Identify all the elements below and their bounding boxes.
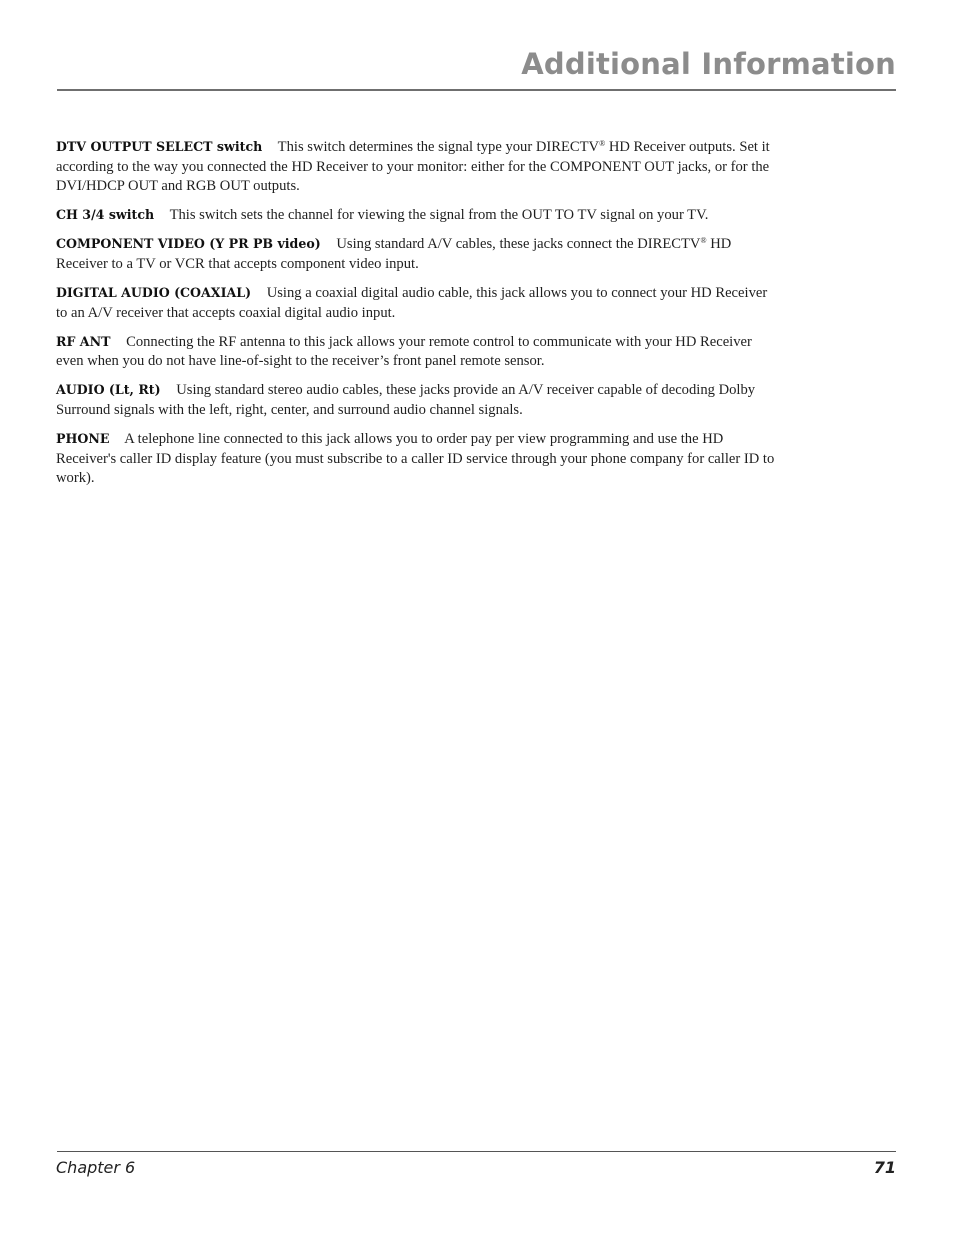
entry-text: This switch determines the signal type your DIRECTV [277, 139, 600, 155]
chapter-label: Chapter 6 [56, 1158, 136, 1177]
entry-component-video [56, 234, 782, 274]
entry-text: This switch sets the channel for viewing the signal from the OUT TO TV signal on your TV. [169, 207, 709, 224]
registered-mark: ® [700, 236, 707, 246]
registered-mark: ® [599, 139, 606, 148]
entry-phone [56, 429, 782, 489]
entry-text: Using a coaxial digital audio cable, this jack allows you to connect your HD Receiver to an A/V receiver that accepts coaxial digital audio input. [56, 285, 768, 321]
header-divider [57, 89, 896, 91]
entry-term: DIGITAL AUDIO (COAXIAL) [56, 285, 252, 301]
entry-term: AUDIO (Lt, Rt) [56, 382, 161, 398]
entry-text: Using standard A/V cables, these jacks connect the DIRECTV [336, 236, 701, 253]
page-number: 71 [873, 1158, 896, 1177]
entry-text: Connecting the RF antenna to this jack allows your remote control to communicate with your HD Receiver even when you do not have line-of-sight to the receiver’s front panel remote sensor. [56, 333, 752, 370]
entry-text: A telephone line connected to this jack allows you to order pay per view programming and use the HD Receiver's caller ID display feature (you must subscribe to a caller ID service through your phone company for caller ID to work). [56, 431, 775, 487]
entry-ch-3-4-switch [56, 205, 782, 226]
entry-digital-audio-coaxial [56, 283, 782, 323]
entry-audio-lt-rt [56, 380, 782, 420]
jack-descriptions [56, 137, 782, 497]
entry-term: PHONE [56, 431, 110, 447]
entry-term: RF ANT [56, 333, 111, 349]
entry-rf-ant [56, 332, 782, 372]
entry-dtv-output-select [56, 137, 782, 197]
entry-text: HD Receiver outputs. Set it according to the way you connected the HD Receiver to your monitor: either for the COMPONENT OUT jacks, or for the DVI/HDCP OUT and RGB OUT outputs. [56, 139, 770, 195]
entry-text: HD Receiver to a TV or VCR that accepts component video input. [56, 236, 732, 272]
page-title: Additional Information [521, 47, 896, 81]
entry-term: COMPONENT VIDEO (Y PR PB video) [56, 236, 321, 252]
entry-text: Using standard stereo audio cables, these jacks provide an A/V receiver capable of decoding Dolby Surround signals with the left, right, center, and surround audio channel signals. [56, 382, 756, 419]
footer-divider [57, 1151, 896, 1152]
entry-term: DTV OUTPUT SELECT switch [56, 139, 263, 154]
entry-term: CH 3/4 switch [56, 207, 155, 223]
